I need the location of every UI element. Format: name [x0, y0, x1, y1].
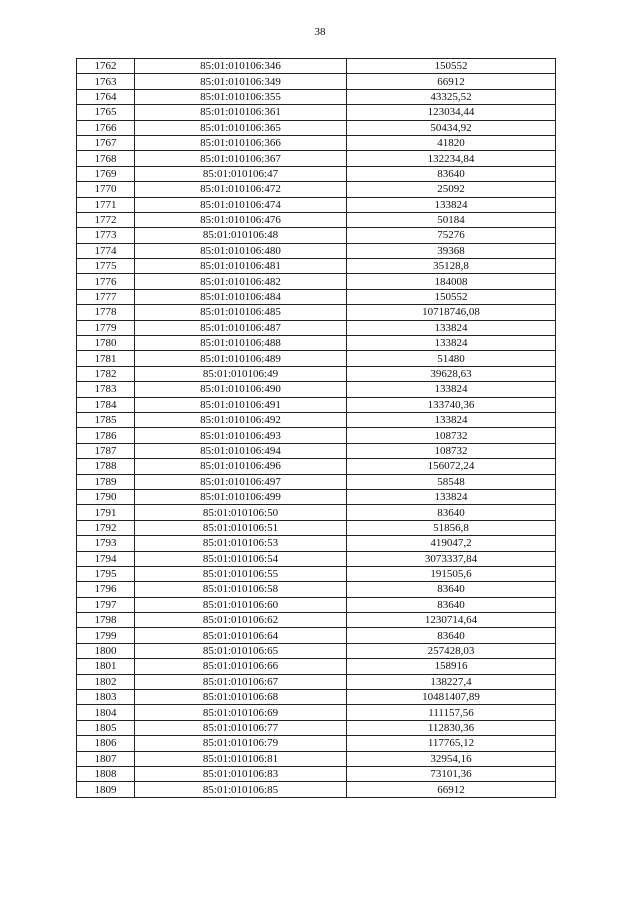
cadastral-number-cell: 85:01:010106:476 — [135, 212, 347, 227]
cadastral-number-cell: 85:01:010106:474 — [135, 197, 347, 212]
table-row — [77, 320, 556, 335]
value-cell: 83640 — [347, 628, 556, 643]
table-row — [77, 135, 556, 150]
row-number-cell: 1809 — [77, 782, 135, 797]
cadastral-number-cell: 85:01:010106:60 — [135, 597, 347, 612]
row-number-cell: 1778 — [77, 305, 135, 320]
row-number-cell: 1789 — [77, 474, 135, 489]
table-row — [77, 720, 556, 735]
row-number-cell: 1785 — [77, 412, 135, 427]
row-number-cell: 1807 — [77, 751, 135, 766]
value-cell: 1230714,64 — [347, 613, 556, 628]
value-cell: 51480 — [347, 351, 556, 366]
cadastral-number-cell: 85:01:010106:85 — [135, 782, 347, 797]
row-number-cell: 1792 — [77, 520, 135, 535]
cadastral-number-cell: 85:01:010106:66 — [135, 659, 347, 674]
row-number-cell: 1768 — [77, 151, 135, 166]
row-number-cell: 1784 — [77, 397, 135, 412]
row-number-cell: 1794 — [77, 551, 135, 566]
table-row — [77, 259, 556, 274]
table-row — [77, 382, 556, 397]
value-cell: 150552 — [347, 289, 556, 304]
table-row — [77, 751, 556, 766]
cadastral-number-cell: 85:01:010106:482 — [135, 274, 347, 289]
cadastral-number-cell: 85:01:010106:58 — [135, 582, 347, 597]
table-row — [77, 336, 556, 351]
row-number-cell: 1763 — [77, 74, 135, 89]
cadastral-number-cell: 85:01:010106:480 — [135, 243, 347, 258]
row-number-cell: 1780 — [77, 336, 135, 351]
value-cell: 117765,12 — [347, 736, 556, 751]
value-cell: 3073337,84 — [347, 551, 556, 566]
table-row — [77, 151, 556, 166]
value-cell: 133824 — [347, 336, 556, 351]
table-row — [77, 289, 556, 304]
table-row — [77, 59, 556, 74]
value-cell: 133824 — [347, 489, 556, 504]
value-cell: 83640 — [347, 166, 556, 181]
value-cell: 191505,6 — [347, 566, 556, 581]
table-row — [77, 412, 556, 427]
row-number-cell: 1772 — [77, 212, 135, 227]
cadastral-number-cell: 85:01:010106:497 — [135, 474, 347, 489]
table-body — [77, 59, 556, 798]
cadastral-number-cell: 85:01:010106:499 — [135, 489, 347, 504]
value-cell: 156072,24 — [347, 459, 556, 474]
cadastral-number-cell: 85:01:010106:493 — [135, 428, 347, 443]
value-cell: 184008 — [347, 274, 556, 289]
table-row — [77, 120, 556, 135]
value-cell: 83640 — [347, 597, 556, 612]
row-number-cell: 1797 — [77, 597, 135, 612]
cadastral-number-cell: 85:01:010106:50 — [135, 505, 347, 520]
cadastral-number-cell: 85:01:010106:77 — [135, 720, 347, 735]
table-row — [77, 628, 556, 643]
row-number-cell: 1795 — [77, 566, 135, 581]
value-cell: 112830,36 — [347, 720, 556, 735]
row-number-cell: 1787 — [77, 443, 135, 458]
table-row — [77, 505, 556, 520]
table-row — [77, 566, 556, 581]
cadastral-number-cell: 85:01:010106:494 — [135, 443, 347, 458]
value-cell: 39628,63 — [347, 366, 556, 381]
cadastral-number-cell: 85:01:010106:55 — [135, 566, 347, 581]
row-number-cell: 1793 — [77, 536, 135, 551]
row-number-cell: 1776 — [77, 274, 135, 289]
row-number-cell: 1775 — [77, 259, 135, 274]
table-row — [77, 228, 556, 243]
cadastral-number-cell: 85:01:010106:487 — [135, 320, 347, 335]
cadastral-number-cell: 85:01:010106:83 — [135, 766, 347, 781]
table-row — [77, 489, 556, 504]
row-number-cell: 1799 — [77, 628, 135, 643]
cadastral-number-cell: 85:01:010106:490 — [135, 382, 347, 397]
cadastral-number-cell: 85:01:010106:62 — [135, 613, 347, 628]
value-cell: 58548 — [347, 474, 556, 489]
row-number-cell: 1765 — [77, 105, 135, 120]
table-row — [77, 659, 556, 674]
row-number-cell: 1802 — [77, 674, 135, 689]
table-row — [77, 212, 556, 227]
cadastral-number-cell: 85:01:010106:489 — [135, 351, 347, 366]
value-cell: 32954,16 — [347, 751, 556, 766]
value-cell: 132234,84 — [347, 151, 556, 166]
table-row — [77, 443, 556, 458]
row-number-cell: 1788 — [77, 459, 135, 474]
value-cell: 73101,36 — [347, 766, 556, 781]
cadastral-number-cell: 85:01:010106:47 — [135, 166, 347, 181]
cadastral-number-cell: 85:01:010106:496 — [135, 459, 347, 474]
table-row — [77, 613, 556, 628]
table-row — [77, 397, 556, 412]
table-row — [77, 474, 556, 489]
cadastral-number-cell: 85:01:010106:361 — [135, 105, 347, 120]
cadastral-number-cell: 85:01:010106:51 — [135, 520, 347, 535]
row-number-cell: 1804 — [77, 705, 135, 720]
row-number-cell: 1805 — [77, 720, 135, 735]
cadastral-number-cell: 85:01:010106:79 — [135, 736, 347, 751]
value-cell: 41820 — [347, 135, 556, 150]
value-cell: 50184 — [347, 212, 556, 227]
table-row — [77, 690, 556, 705]
value-cell: 83640 — [347, 582, 556, 597]
table-row — [77, 736, 556, 751]
row-number-cell: 1781 — [77, 351, 135, 366]
row-number-cell: 1790 — [77, 489, 135, 504]
value-cell: 138227,4 — [347, 674, 556, 689]
row-number-cell: 1764 — [77, 89, 135, 104]
cadastral-number-cell: 85:01:010106:484 — [135, 289, 347, 304]
table-row — [77, 274, 556, 289]
row-number-cell: 1762 — [77, 59, 135, 74]
data-table — [76, 58, 556, 798]
value-cell: 133824 — [347, 320, 556, 335]
cadastral-number-cell: 85:01:010106:65 — [135, 643, 347, 658]
cadastral-number-cell: 85:01:010106:54 — [135, 551, 347, 566]
page-number: 38 — [314, 26, 326, 38]
value-cell: 75276 — [347, 228, 556, 243]
cadastral-number-cell: 85:01:010106:472 — [135, 182, 347, 197]
value-cell: 66912 — [347, 782, 556, 797]
row-number-cell: 1779 — [77, 320, 135, 335]
value-cell: 419047,2 — [347, 536, 556, 551]
cadastral-number-cell: 85:01:010106:53 — [135, 536, 347, 551]
row-number-cell: 1808 — [77, 766, 135, 781]
cadastral-number-cell: 85:01:010106:367 — [135, 151, 347, 166]
cadastral-number-cell: 85:01:010106:366 — [135, 135, 347, 150]
table-row — [77, 536, 556, 551]
row-number-cell: 1796 — [77, 582, 135, 597]
table-row — [77, 582, 556, 597]
table-row — [77, 74, 556, 89]
value-cell: 51856,8 — [347, 520, 556, 535]
value-cell: 35128,8 — [347, 259, 556, 274]
row-number-cell: 1769 — [77, 166, 135, 181]
value-cell: 108732 — [347, 443, 556, 458]
table-row — [77, 105, 556, 120]
table-row — [77, 351, 556, 366]
table-row — [77, 428, 556, 443]
value-cell: 66912 — [347, 74, 556, 89]
value-cell: 133824 — [347, 382, 556, 397]
value-cell: 10481407,89 — [347, 690, 556, 705]
value-cell: 133824 — [347, 197, 556, 212]
cadastral-number-cell: 85:01:010106:48 — [135, 228, 347, 243]
value-cell: 257428,03 — [347, 643, 556, 658]
row-number-cell: 1783 — [77, 382, 135, 397]
cadastral-number-cell: 85:01:010106:488 — [135, 336, 347, 351]
value-cell: 150552 — [347, 59, 556, 74]
row-number-cell: 1806 — [77, 736, 135, 751]
row-number-cell: 1798 — [77, 613, 135, 628]
table-row — [77, 182, 556, 197]
table-row — [77, 89, 556, 104]
cadastral-number-cell: 85:01:010106:485 — [135, 305, 347, 320]
cadastral-number-cell: 85:01:010106:491 — [135, 397, 347, 412]
value-cell: 10718746,08 — [347, 305, 556, 320]
row-number-cell: 1803 — [77, 690, 135, 705]
value-cell: 133824 — [347, 412, 556, 427]
row-number-cell: 1777 — [77, 289, 135, 304]
row-number-cell: 1766 — [77, 120, 135, 135]
table-row — [77, 197, 556, 212]
table-row — [77, 243, 556, 258]
table-row — [77, 643, 556, 658]
cadastral-number-cell: 85:01:010106:64 — [135, 628, 347, 643]
table-row — [77, 305, 556, 320]
table-row — [77, 551, 556, 566]
cadastral-number-cell: 85:01:010106:355 — [135, 89, 347, 104]
table-row — [77, 674, 556, 689]
value-cell: 43325,52 — [347, 89, 556, 104]
row-number-cell: 1782 — [77, 366, 135, 381]
row-number-cell: 1771 — [77, 197, 135, 212]
row-number-cell: 1774 — [77, 243, 135, 258]
value-cell: 108732 — [347, 428, 556, 443]
cadastral-number-cell: 85:01:010106:492 — [135, 412, 347, 427]
table-row — [77, 166, 556, 181]
table-row — [77, 366, 556, 381]
table-row — [77, 597, 556, 612]
cadastral-number-cell: 85:01:010106:68 — [135, 690, 347, 705]
cadastral-number-cell: 85:01:010106:481 — [135, 259, 347, 274]
value-cell: 83640 — [347, 505, 556, 520]
value-cell: 111157,56 — [347, 705, 556, 720]
value-cell: 25092 — [347, 182, 556, 197]
cadastral-number-cell: 85:01:010106:67 — [135, 674, 347, 689]
value-cell: 133740,36 — [347, 397, 556, 412]
cadastral-number-cell: 85:01:010106:81 — [135, 751, 347, 766]
cadastral-number-cell: 85:01:010106:349 — [135, 74, 347, 89]
table-row — [77, 782, 556, 797]
cadastral-number-cell: 85:01:010106:49 — [135, 366, 347, 381]
table-row — [77, 459, 556, 474]
cadastral-number-cell: 85:01:010106:365 — [135, 120, 347, 135]
cadastral-number-cell: 85:01:010106:69 — [135, 705, 347, 720]
row-number-cell: 1786 — [77, 428, 135, 443]
table-row — [77, 705, 556, 720]
value-cell: 158916 — [347, 659, 556, 674]
cadastral-number-cell: 85:01:010106:346 — [135, 59, 347, 74]
value-cell: 123034,44 — [347, 105, 556, 120]
value-cell: 50434,92 — [347, 120, 556, 135]
row-number-cell: 1800 — [77, 643, 135, 658]
table-row — [77, 766, 556, 781]
row-number-cell: 1773 — [77, 228, 135, 243]
row-number-cell: 1767 — [77, 135, 135, 150]
table-row — [77, 520, 556, 535]
row-number-cell: 1770 — [77, 182, 135, 197]
row-number-cell: 1801 — [77, 659, 135, 674]
value-cell: 39368 — [347, 243, 556, 258]
row-number-cell: 1791 — [77, 505, 135, 520]
